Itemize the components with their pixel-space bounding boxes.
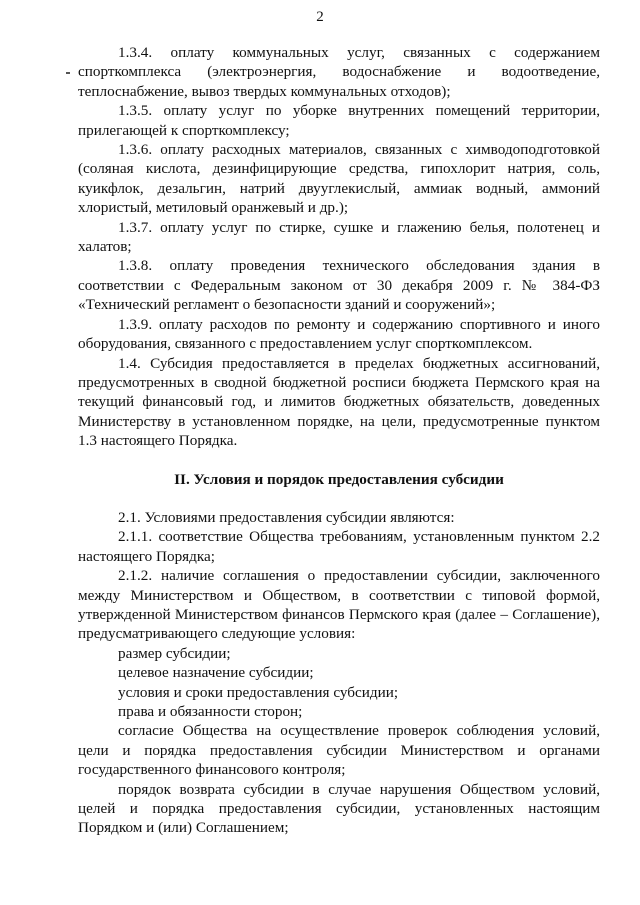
scan-mark bbox=[66, 72, 70, 74]
paragraph-2-1-1: 2.1.1. соответствие Общества требованиям, установленным пунктом 2.2 настоящего Порядка; bbox=[78, 528, 600, 565]
condition-item: права и обязанности сторон; bbox=[118, 703, 303, 720]
condition-item: условия и сроки предоставления субсидии; bbox=[118, 683, 399, 701]
paragraph-1-3-9: 1.3.9. оплату расходов по ремонту и содержанию спортивного и иного оборудования, связанного с предоставлением услуг спорткомплексом. bbox=[78, 315, 600, 353]
paragraph-1-3-8: 1.3.8. оплату проведения технического обследования здания в соответствии с Федеральным законом от 30 декабря 2009 г. № 384-ФЗ «Технический регламент о безопасности зданий и сооружений»; bbox=[78, 257, 600, 314]
condition-item: размер субсидии; bbox=[118, 644, 231, 662]
paragraph-1-3-4: 1.3.4. оплату коммунальных услуг, связанных с содержанием спорткомплекса (электроэнергия, водоснабжение и водоотведение, теплоснабжение, вывоз твердых коммунальных отходов); bbox=[78, 44, 600, 100]
section-heading: II. Условия и порядок предоставления субсидии bbox=[174, 470, 504, 488]
paragraph-1-4: 1.4. Субсидия предоставляется в пределах бюджетных ассигнований, предусмотренных в сводной бюджетной росписи бюджета Пермского края на текущий финансовый год, и лимитов бюджетных обязательств, доведенных Министерству в установленном порядке, на цели, предусмотренные пунктом 1.3 настоящего Порядка. bbox=[78, 354, 600, 450]
paragraph-2-1: 2.1. Условиями предоставления субсидии являются: bbox=[118, 508, 455, 526]
condition-item: согласие Общества на осуществление проверок соблюдения условий, цели и порядка предоставления субсидии Министерством и органами государственного финансового контроля; bbox=[78, 722, 600, 779]
paragraph-1-3-7: 1.3.7. оплату услуг по стирке, сушке и глажению белья, полотенец и халатов; bbox=[78, 218, 600, 256]
paragraph-2-1-2: 2.1.2. наличие соглашения о предоставлении субсидии, заключенного между Министерством и Обществом, в соответствии с типовой формой, утвержденной Министерством финансов Пермского края (далее – Соглашение), предусматривающего следующие условия: bbox=[78, 567, 600, 643]
page-number: 2 bbox=[316, 9, 324, 25]
paragraph-1-3-6: 1.3.6. оплату расходных материалов, связанных с химводоподготовкой (соляная кислота, дезинфицирующие средства, гипохлорит натрия, соль, куикфлок, дезальгин, натрий двууглекислый, аммиак водный, аммоний хлористый, метиловый оранжевый и др.); bbox=[78, 141, 600, 217]
paragraph-1-3-5: 1.3.5. оплату услуг по уборке внутренних помещений территории, прилегающей к спорткомплексу; bbox=[78, 102, 600, 139]
condition-item: целевое назначение субсидии; bbox=[118, 664, 314, 682]
document-body bbox=[78, 43, 600, 838]
condition-item: порядок возврата субсидии в случае нарушения Обществом условий, целей и порядка предоставления субсидии, установленных настоящим Порядком и (или) Соглашением; bbox=[78, 780, 600, 837]
